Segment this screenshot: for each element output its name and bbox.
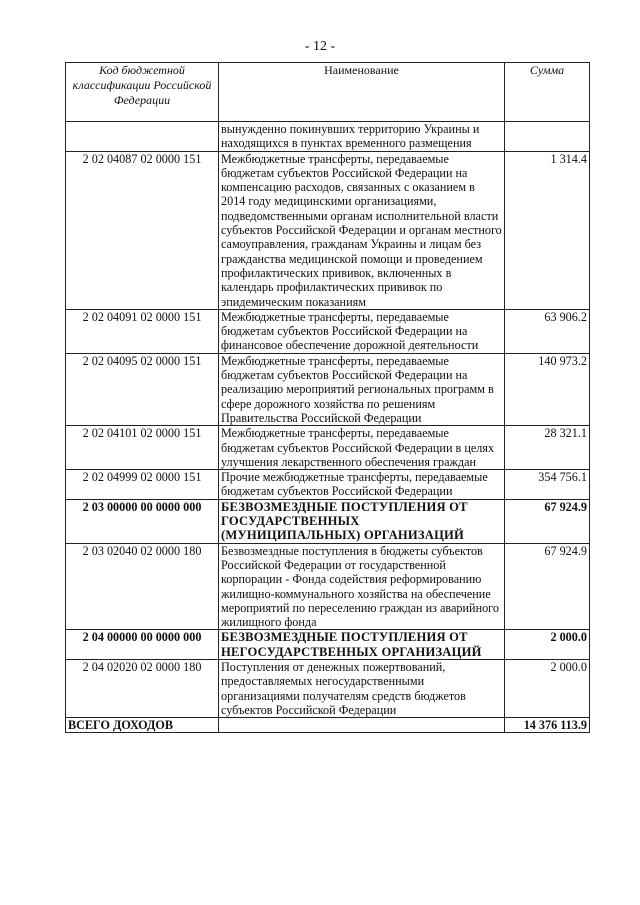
table-row	[66, 426, 590, 470]
table-row	[66, 353, 590, 425]
sum-cell: 354 756.1	[505, 470, 590, 500]
code-cell: 2 02 04091 02 0000 151	[66, 309, 219, 353]
name-cell: Межбюджетные трансферты, передаваемые бюджетам субъектов Российской Федерации на реализацию мероприятий региональных программ в сфере дорожного хозяйства по решениям Правительства Российской Федерации	[219, 353, 505, 425]
column-header-code: Код бюджетной классификации Российской Федерации	[66, 63, 219, 122]
page-number: - 12 -	[304, 39, 336, 54]
code-cell: 2 02 04101 02 0000 151	[66, 426, 219, 470]
sum-cell	[505, 122, 590, 152]
code-cell	[66, 122, 219, 152]
name-cell: вынужденно покинувших территорию Украины и находящихся в пунктах временного размещения	[219, 122, 505, 152]
total-label: ВСЕГО ДОХОДОВ	[66, 718, 219, 733]
name-cell: БЕЗВОЗМЕЗДНЫЕ ПОСТУПЛЕНИЯ ОТ НЕГОСУДАРСТВЕННЫХ ОРГАНИЗАЦИЙ	[219, 630, 505, 660]
name-cell: Поступления от денежных пожертвований, предоставляемых негосударственными организациями получателям средств бюджетов субъектов Российской Федерации	[219, 659, 505, 717]
column-header-sum: Сумма	[505, 63, 590, 122]
code-cell: 2 04 02020 02 0000 180	[66, 659, 219, 717]
code-cell: 2 02 04087 02 0000 151	[66, 151, 219, 309]
sum-cell: 1 314.4	[505, 151, 590, 309]
code-cell: 2 03 02040 02 0000 180	[66, 543, 219, 630]
name-cell: Межбюджетные трансферты, передаваемые бюджетам субъектов Российской Федерации в целях улучшения лекарственного обеспечения граждан	[219, 426, 505, 470]
name-cell: Межбюджетные трансферты, передаваемые бюджетам субъектов Российской Федерации на финансовое обеспечение дорожной деятельности	[219, 309, 505, 353]
name-cell: Межбюджетные трансферты, передаваемые бюджетам субъектов Российской Федерации на компенсацию расходов, связанных с оказанием в 2014 году медицинскими организациями, подведомственными органам исполнительной власти субъектов Российской Федерации и органам местного самоуправления, гражданам Украины и лицам без гражданства медицинской помощи и проведением профилактических прививок, включенных в календарь профилактических прививок по эпидемическим показаниям	[219, 151, 505, 309]
name-cell: Безвозмездные поступления в бюджеты субъектов Российской Федерации от государственной корпорации - Фонда содействия реформированию жилищно-коммунального хозяйства на обеспечение мероприятий по переселению граждан из аварийного жилищного фонда	[219, 543, 505, 630]
table-row	[66, 151, 590, 309]
total-sum: 14 376 113.9	[505, 718, 590, 733]
table-row	[66, 309, 590, 353]
table-row	[66, 543, 590, 630]
table-row	[66, 470, 590, 500]
total-name-cell	[219, 718, 505, 733]
table-row	[66, 122, 590, 152]
table-row	[66, 630, 590, 660]
name-cell: БЕЗВОЗМЕЗДНЫЕ ПОСТУПЛЕНИЯ ОТ ГОСУДАРСТВЕННЫХ (МУНИЦИПАЛЬНЫХ) ОРГАНИЗАЦИЙ	[219, 499, 505, 543]
sum-cell: 2 000.0	[505, 630, 590, 660]
sum-cell: 140 973.2	[505, 353, 590, 425]
total-row	[66, 718, 590, 733]
table-row	[66, 659, 590, 717]
table-header-row	[66, 63, 590, 122]
sum-cell: 28 321.1	[505, 426, 590, 470]
name-cell: Прочие межбюджетные трансферты, передаваемые бюджетам субъектов Российской Федерации	[219, 470, 505, 500]
revenue-table	[65, 62, 590, 733]
code-cell: 2 04 00000 00 0000 000	[66, 630, 219, 660]
table-row	[66, 499, 590, 543]
sum-cell: 67 924.9	[505, 499, 590, 543]
column-header-name: Наименование	[219, 63, 505, 122]
sum-cell: 63 906.2	[505, 309, 590, 353]
code-cell: 2 03 00000 00 0000 000	[66, 499, 219, 543]
code-cell: 2 02 04999 02 0000 151	[66, 470, 219, 500]
code-cell: 2 02 04095 02 0000 151	[66, 353, 219, 425]
sum-cell: 67 924.9	[505, 543, 590, 630]
table-body	[66, 122, 590, 718]
sum-cell: 2 000.0	[505, 659, 590, 717]
